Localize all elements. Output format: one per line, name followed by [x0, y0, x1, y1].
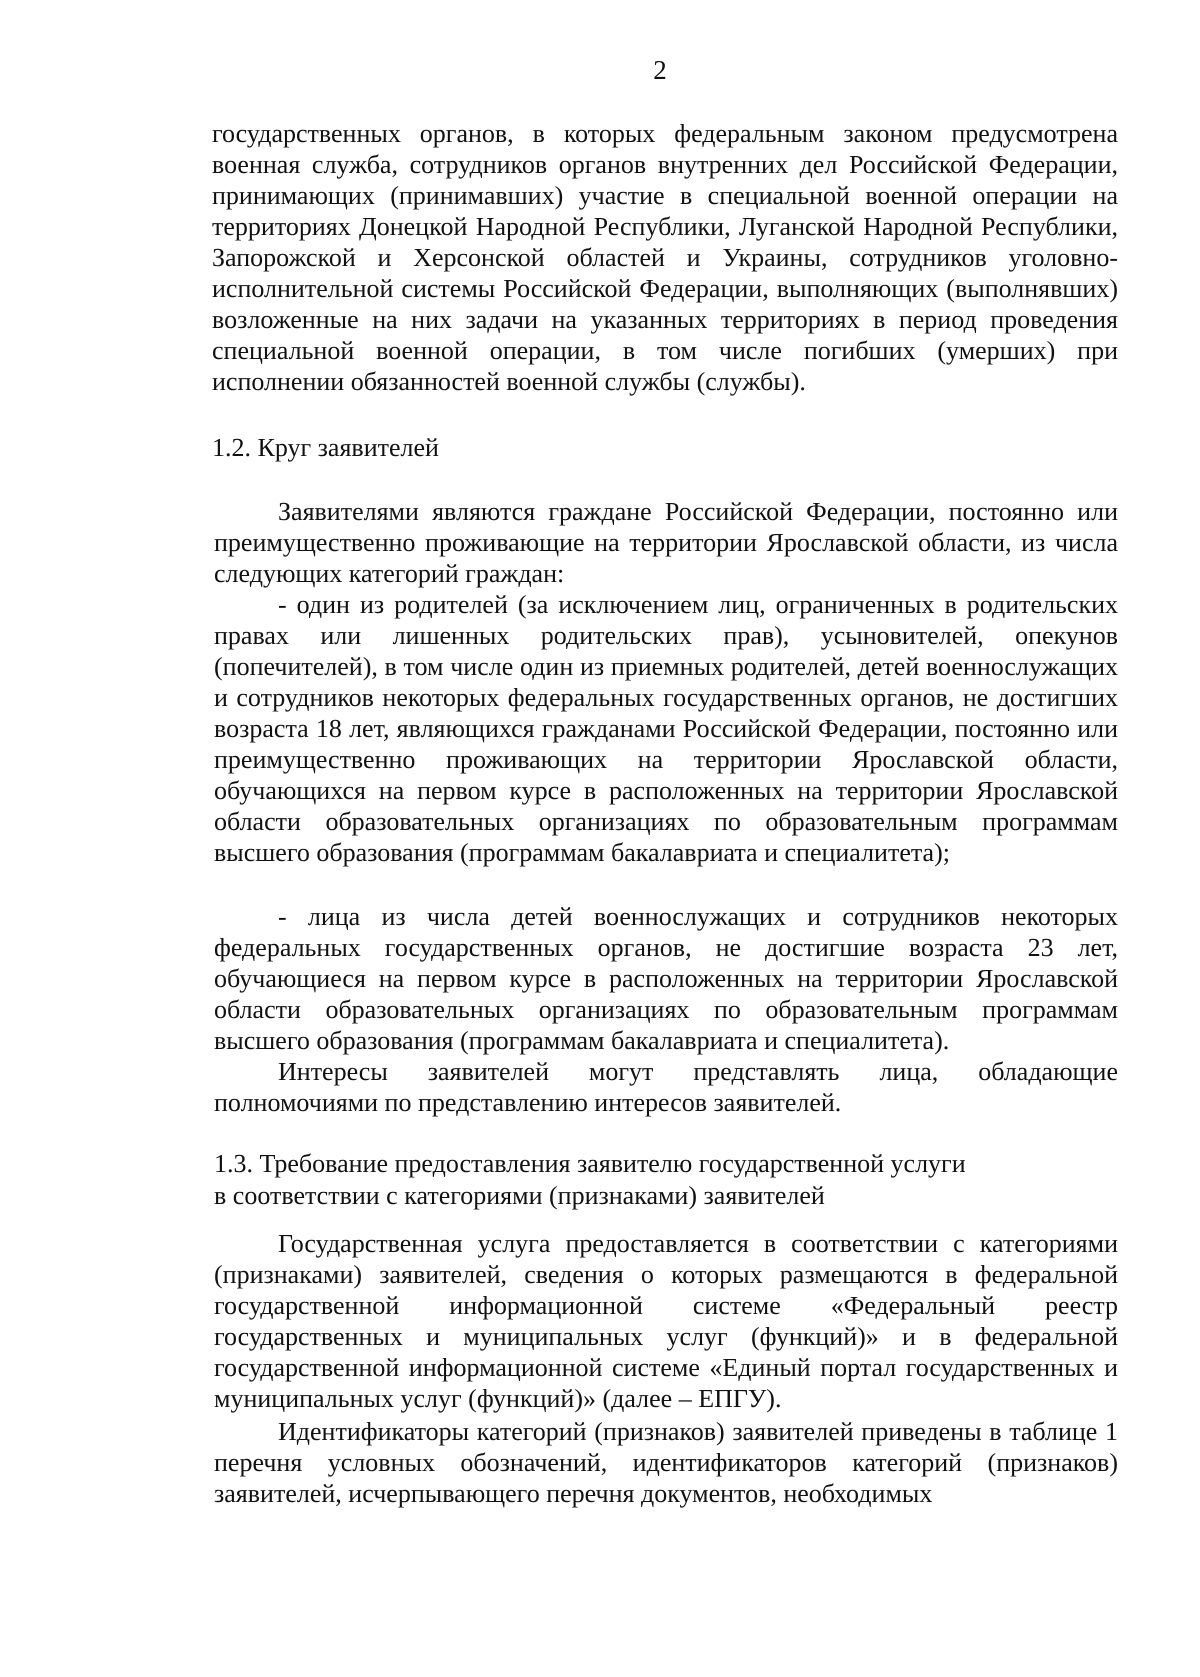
list-item-children: - лица из числа детей военнослужащих и сотрудников некоторых федеральных государственных органов, не достигшие возраста 23 лет, обучающиеся на первом курсе в расположенных на территории Ярославской области образовательных организациях по образовательным программам высшего образования (программам бакалавриата и специалитета). — [214, 902, 1118, 1055]
section-heading-1-3 — [214, 1148, 1118, 1212]
paragraph-service-provision: Государственная услуга предоставляется в соответствии с категориями (признаками) заявителей, сведения о которых размещаются в федеральной государственной информационной системе «Федеральный реестр государственных и муниципальных услуг (функций)» и в федеральной государственной информационной системе «Единый портал государственных и муниципальных услуг (функций)» (далее – ЕПГУ). — [214, 1229, 1118, 1413]
paragraph-applicants-intro: Заявителями являются граждане Российской Федерации, постоянно или преимущественно проживающие на территории Ярославской области, из числа следующих категорий граждан: — [214, 497, 1118, 588]
section-heading-1-2: 1.2. Круг заявителей — [212, 433, 439, 462]
list-item-parents: - один из родителей (за исключением лиц, ограниченных в родительских правах или лишенных родительских прав), усыновителей, опекунов (попечителей), в том числе один из приемных родителей, детей военнослужащих и сотрудников некоторых федеральных государственных органов, не достигших возраста 18 лет, являющихся гражданами Российской Федерации, постоянно или преимущественно проживающих на территории Ярославской области, обучающихся на первом курсе в расположенных на территории Ярославской области образовательных организациях по образовательным программам высшего образования (программам бакалавриата и специалитета); — [214, 590, 1118, 867]
section-heading-1-3-line1: 1.3. Требование предоставления заявителю государственной услуги — [214, 1149, 966, 1178]
paragraph-identifiers: Идентификаторы категорий (признаков) заявителей приведены в таблице 1 перечня условных обозначений, идентификаторов категорий (признаков) заявителей, исчерпывающего перечня документов, необходимых — [214, 1417, 1118, 1508]
page-number: 2 — [653, 55, 667, 85]
paragraph-continuation: государственных органов, в которых федеральным законом предусмотрена военная служба, сотрудников органов внутренних дел Российской Федерации, принимающих (принимавших) участие в специальной военной операции на территориях Донецкой Народной Республики, Луганской Народной Республики, Запорожской и Херсонской областей и Украины, сотрудников уголовно-исполнительной системы Российской Федерации, выполняющих (выполнявших) возложенные на них задачи на указанных территориях в период проведения специальной военной операции, в том числе погибших (умерших) при исполнении обязанностей военной службы (службы). — [212, 119, 1118, 396]
paragraph-representatives: Интересы заявителей могут представлять лица, обладающие полномочиями по представлению интересов заявителей. — [214, 1057, 1118, 1117]
section-heading-1-3-line2: в соответствии с категориями (признаками) заявителей — [214, 1181, 825, 1210]
